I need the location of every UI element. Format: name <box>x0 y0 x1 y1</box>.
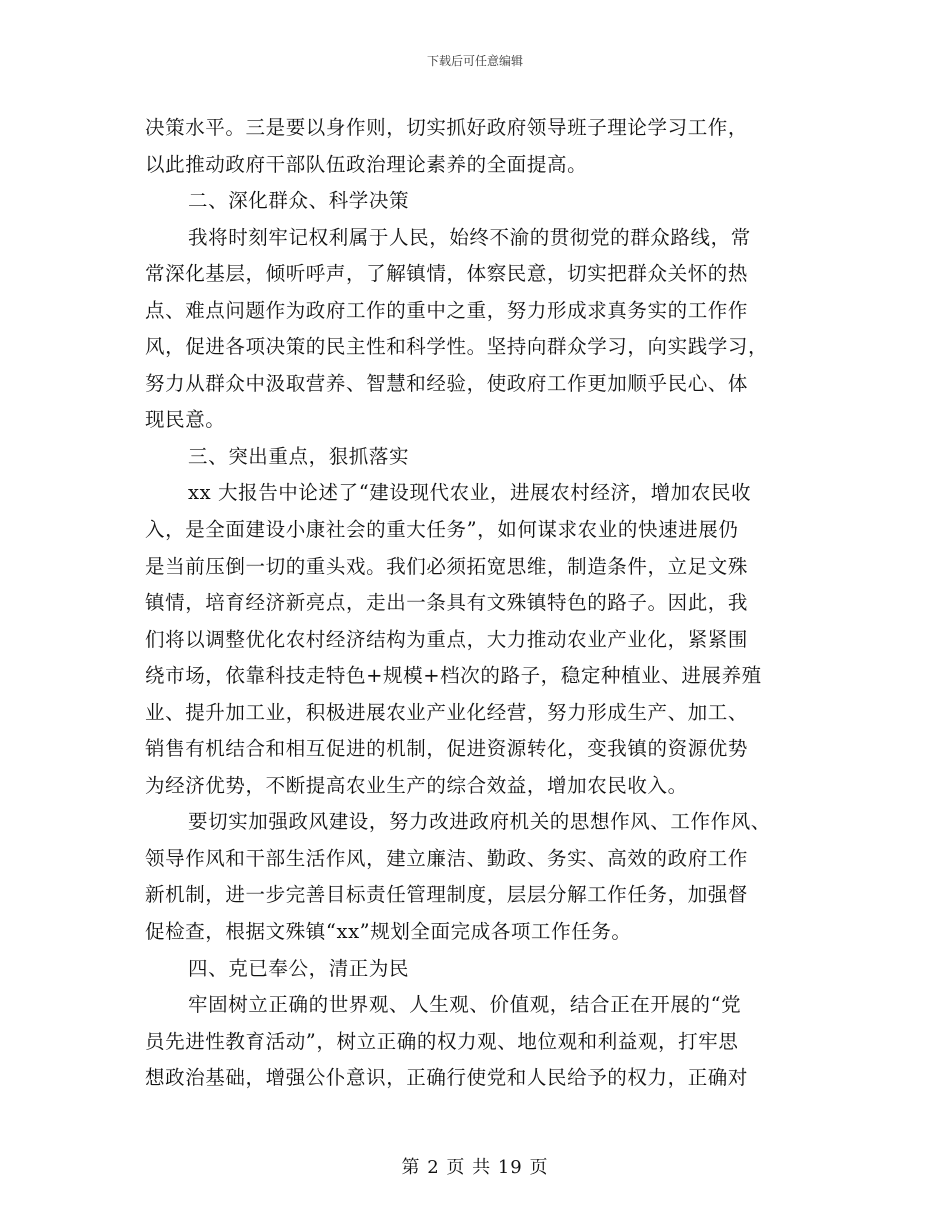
text-line: 员先进性教育活动”，树立正确的权力观、地位观和利益观，打牢思 <box>145 1029 739 1053</box>
text-line: 为经济优势，不断提高农业生产的综合效益，增加农民收入。 <box>145 773 688 797</box>
page-header: 下载后可任意编辑 <box>426 54 523 68</box>
text-line: 促检查，根据文殊镇“xx”规划全面完成各项工作任务。 <box>145 920 632 944</box>
text-line: 绕市场，依靠科技走特色+规模+档次的路子，稳定种植业、进展养殖 <box>145 664 762 688</box>
text-line: 是当前压倒一切的重头戏。我们必须拓宽思维，制造条件，立足文殊 <box>145 554 749 578</box>
text-line: xx 大报告中论述了“建设现代农业，进展农村经济，增加农民收 <box>188 481 752 505</box>
text-line: 牢固树立正确的世界观、人生观、价值观，结合正在开展的“党 <box>188 993 742 1017</box>
text-line: 领导作风和干部生活作风，建立廉洁、勤政、务实、高效的政府工作 <box>145 846 749 870</box>
document-body <box>145 110 810 1097</box>
text-line: 现民意。 <box>145 408 226 432</box>
text-line: 要切实加强政风建设，努力改进政府机关的思想作风、工作作风、 <box>188 810 771 834</box>
text-line: 二、深化群众、科学决策 <box>188 189 410 213</box>
text-line: 新机制，进一步完善目标责任管理制度，层层分解工作任务，加强督 <box>145 883 749 907</box>
text-line: 以此推动政府干部队伍政治理论素养的全面提高。 <box>145 152 588 176</box>
text-line: 点、难点问题作为政府工作的重中之重，努力形成求真务实的工作作 <box>145 298 749 322</box>
text-line: 四、克已奉公，清正为民 <box>188 956 410 980</box>
text-line: 业、提升加工业，积极进展农业产业化经营，努力形成生产、加工、 <box>145 700 749 724</box>
text-line: 们将以调整优化农村经济结构为重点，大力推动农业产业化，紧紧围 <box>145 627 749 651</box>
text-line: 决策水平。三是要以身作则，切实抓好政府领导班子理论学习工作， <box>145 116 749 139</box>
text-line: 销售有机结合和相互促进的机制，促进资源转化，变我镇的资源优势 <box>145 737 749 761</box>
text-line: 三、突出重点，狠抓落实 <box>188 444 410 468</box>
text-line: 镇情，培育经济新亮点，走出一条具有文殊镇特色的路子。因此，我 <box>145 591 749 615</box>
text-line: 我将时刻牢记权利属于人民，始终不渝的贯彻党的群众路线，常 <box>188 225 751 249</box>
text-line: 常深化基层，倾听呼声，了解镇情，体察民意，切实把群众关怀的热 <box>145 262 749 286</box>
page-number-footer: 第 2 页 共 19 页 <box>401 1157 549 1178</box>
text-line: 入，是全面建设小康社会的重大任务”，如何谋求农业的快速进展仍 <box>145 518 739 542</box>
text-line: 努力从群众中汲取营养、智慧和经验，使政府工作更加顺乎民心、体 <box>145 371 749 395</box>
text-line: 想政治基础，增强公仆意识，正确行使党和人民给予的权力，正确对 <box>145 1066 749 1090</box>
text-line: 风，促进各项决策的民主性和科学性。坚持向群众学习，向实践学习， <box>145 335 769 359</box>
